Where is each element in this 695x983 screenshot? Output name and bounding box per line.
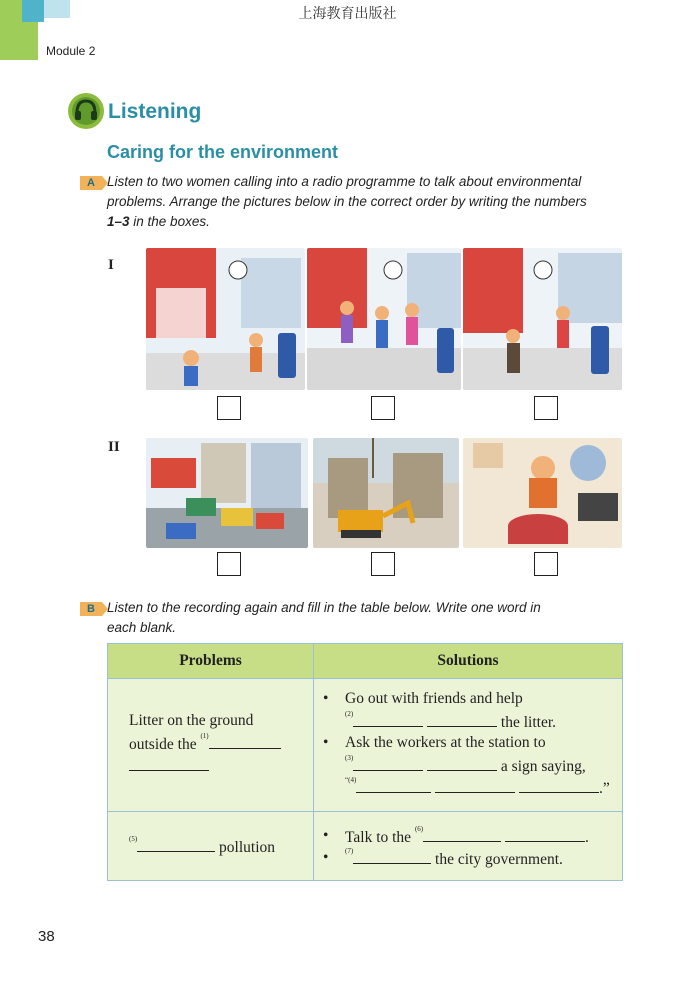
picture-station-litter [146,248,305,390]
task-a-badge: A [80,176,102,190]
blank-number-2: (2) [345,710,354,718]
answer-box-ii-2[interactable] [371,552,395,576]
answer-box-i-1[interactable] [217,396,241,420]
closing-quote: .” [599,780,610,797]
picture-crowd-litter [307,248,461,390]
problem-1-text: outside the [129,736,197,753]
solution-cell-1 [314,679,623,812]
task-b-badge: B [80,602,102,616]
blank-1a[interactable] [209,734,281,749]
blank-5[interactable] [137,837,215,852]
solution-2-line-3 [345,778,610,798]
problem-1-line-3 [129,756,209,776]
blank-number-3: (3) [345,754,354,762]
picture-traffic-jam [146,438,308,548]
picture-construction-site [313,438,459,548]
blank-3b[interactable] [427,756,497,771]
header-solutions: Solutions [314,644,623,679]
solution-3-period: . [585,829,589,846]
header-problems: Problems [108,644,314,679]
blank-4a[interactable] [356,778,431,793]
solution-2-line-1: Ask the workers at the station to [345,734,546,751]
group-label-i: I [108,257,114,273]
group-label-ii: II [108,439,120,455]
solution-cell-2 [314,812,623,881]
publisher-name: 上海教育出版社 [298,6,397,22]
bullet-2: • [323,734,329,751]
answer-box-i-3[interactable] [534,396,558,420]
task-b-line-2: each blank. [107,620,177,635]
blank-number-4: “(4) [345,776,357,784]
blank-7[interactable] [353,849,431,864]
task-a-line-3 [107,212,587,232]
problem-1-line-1: Litter on the ground [129,712,254,729]
page-number: 38 [38,928,55,945]
task-a-line-3-rest: in the boxes. [129,214,210,229]
blank-4b[interactable] [435,778,515,793]
task-a-line-2: problems. Arrange the pictures below in the correct order by writing the numbers [107,194,587,209]
blank-number-5: (5) [129,835,138,843]
bullet-1: • [323,690,329,707]
task-a-number-range: 1–3 [107,214,130,229]
blank-number-7: (7) [345,847,354,855]
headphones-icon [67,92,105,130]
picture-clean-station [463,248,622,390]
blank-4c[interactable] [519,778,599,793]
solution-1-line-1: Go out with friends and help [345,690,523,707]
solution-2-end: a sign saying, [500,758,586,775]
problems-solutions-table [107,643,623,881]
blank-1b[interactable] [129,756,209,771]
blank-6a[interactable] [423,827,501,842]
solution-1-end: the litter. [500,714,557,731]
answer-box-ii-1[interactable] [217,552,241,576]
solution-3-line [345,827,589,847]
blank-2b[interactable] [427,712,497,727]
module-label: Module 2 [46,44,96,58]
problem-2-line [129,837,275,857]
task-a-instruction [107,172,587,232]
task-a-line-1: Listen to two women calling into a radio programme to talk about environmental [107,174,582,189]
task-b-instruction [107,598,541,638]
section-subtitle: Caring for the environment [107,142,339,162]
problem-cell-1 [108,679,314,812]
task-b-line-1: Listen to the recording again and fill in the table below. Write one word in [107,600,541,615]
answer-box-ii-3[interactable] [534,552,558,576]
blank-2a[interactable] [353,712,423,727]
blank-6b[interactable] [505,827,585,842]
blank-3a[interactable] [353,756,423,771]
solution-3-text: Talk to the [345,829,412,846]
solution-2-line-2 [345,756,586,776]
picture-drummer-noise [463,438,622,548]
problem-2-text: pollution [219,839,276,856]
solution-4-line [345,849,563,869]
solution-1-line-2 [345,712,556,732]
problem-1-line-2 [129,734,281,754]
solution-4-text: the city government. [435,851,563,868]
section-title: Listening [108,100,202,123]
answer-box-i-2[interactable] [371,396,395,420]
blank-number-6: (6) [414,825,424,833]
blank-number-1: (1) [200,732,209,740]
bullet-3: • [323,827,329,844]
bullet-4: • [323,849,329,866]
problem-cell-2 [108,812,314,881]
